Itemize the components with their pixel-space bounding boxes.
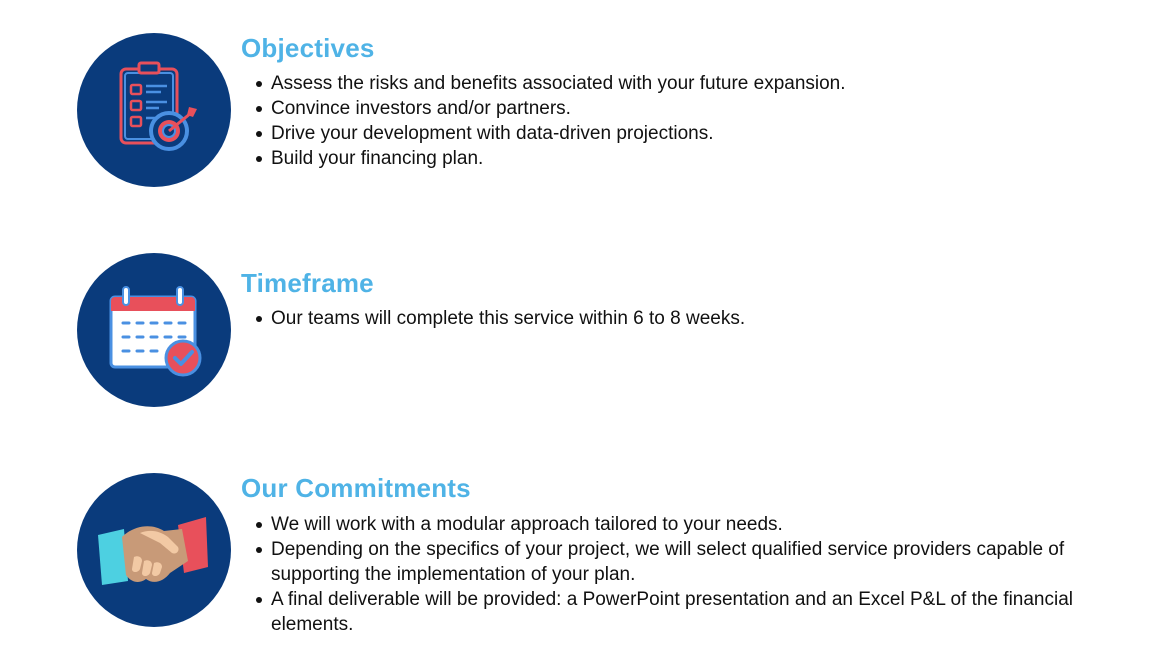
list-item: Our teams will complete this service within 6 to 8 weeks. [253,306,1123,331]
section-title: Timeframe [241,268,374,298]
section-title: Objectives [241,33,375,63]
clipboard-target-icon [77,33,231,187]
commitments-list [253,512,1123,637]
section-title: Our Commitments [241,473,471,503]
list-item: A final deliverable will be provided: a PowerPoint presentation and an Excel P&L of the financial elements. [253,587,1123,637]
calendar-check-icon [77,253,231,407]
list-item: Build your financing plan. [253,146,1123,171]
list-item: Depending on the specifics of your project, we will select qualified service providers capable of supporting the implementation of your plan. [253,537,1123,587]
timeframe-list [253,306,1123,331]
list-item: We will work with a modular approach tailored to your needs. [253,512,1123,537]
objectives-list [253,71,1123,171]
handshake-icon [77,473,231,627]
list-item: Drive your development with data-driven projections. [253,121,1123,146]
list-item: Assess the risks and benefits associated with your future expansion. [253,71,1123,96]
list-item: Convince investors and/or partners. [253,96,1123,121]
